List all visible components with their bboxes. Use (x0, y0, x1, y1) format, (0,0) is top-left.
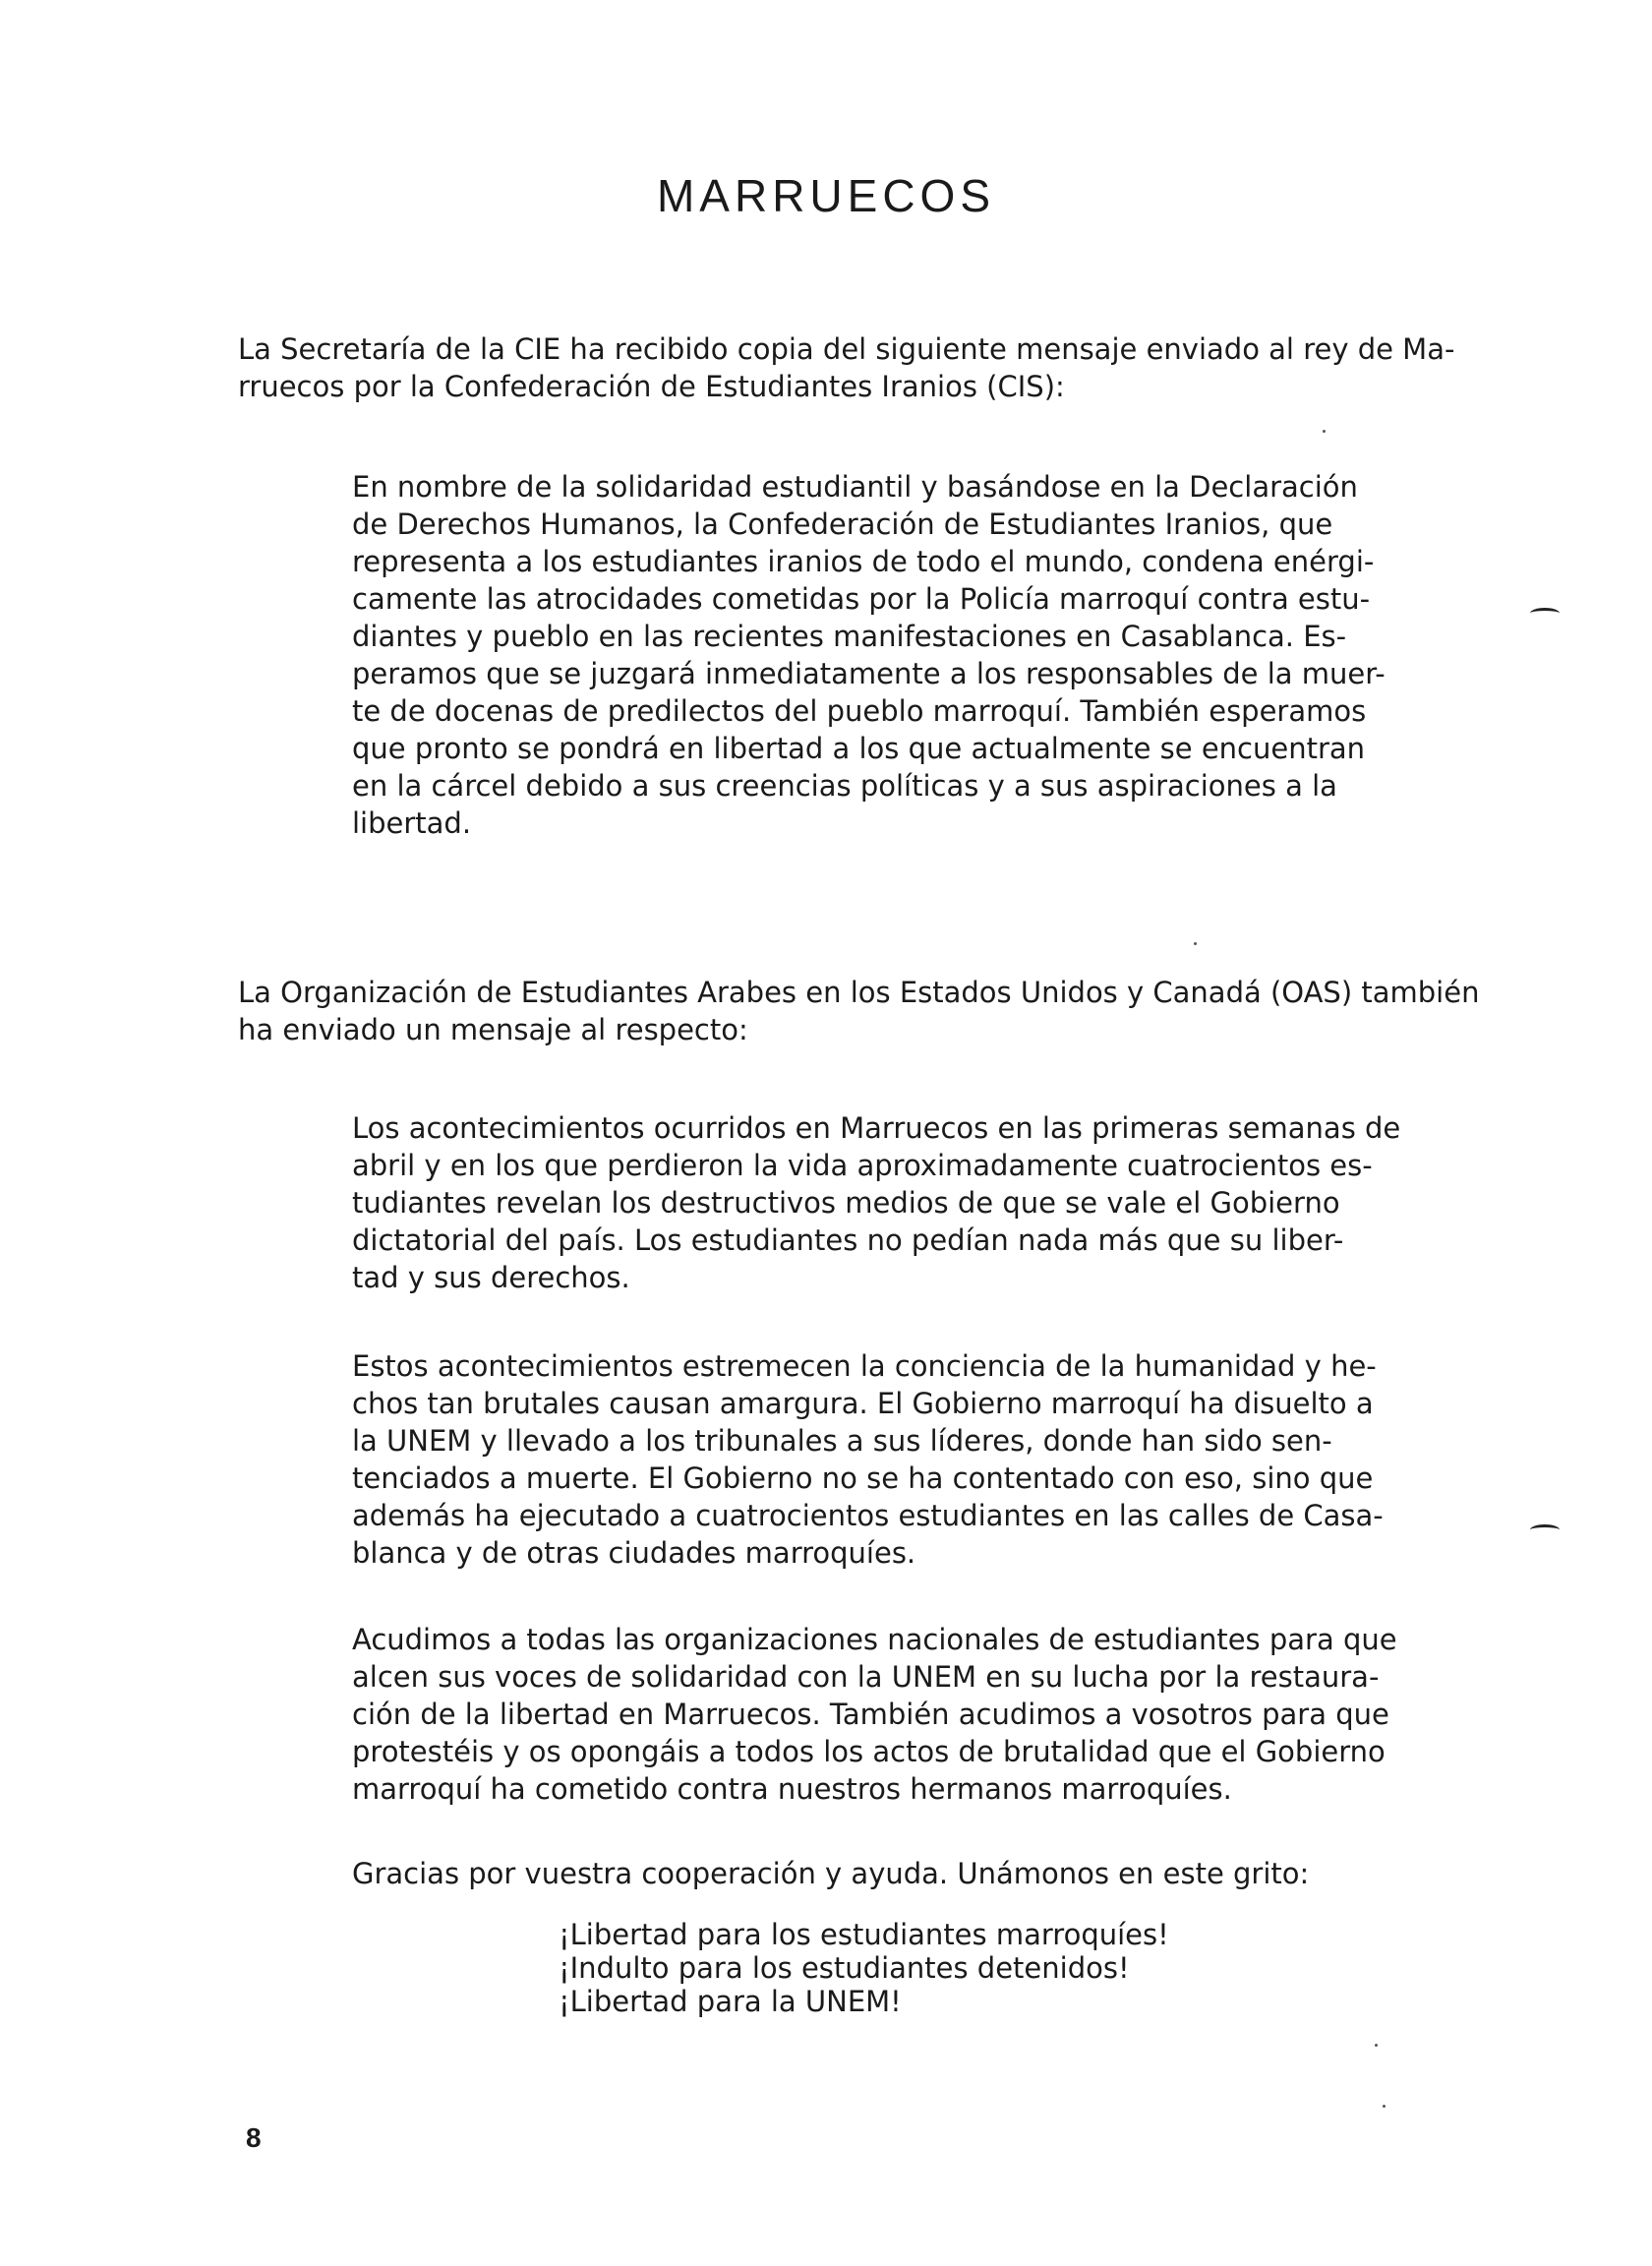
slogan-line: ¡Indulto para los estudiantes detenidos! (559, 1951, 1130, 1985)
page-title: MARRUECOS (656, 170, 996, 221)
intro-paragraph-oas: La Organización de Estudiantes Arabes en los Estados Unidos y Canadá (OAS) también ha enviado un mensaje al respecto: (238, 976, 1480, 1046)
slogan-list (559, 1918, 1169, 2018)
quoted-message-oas-paragraph-2: Estos acontecimientos estremecen la conciencia de la humanidad y he- chos tan brutales causan amargura. El Gobierno marroquí ha disuelto a la UNEM y llevado a los tribunales a sus líderes, donde han sido sen- tenciados a muerte. El Gobierno no se ha contentado con eso, sino que además ha ejecutado a cuatrocientos estudiantes en las calles de Casa- blanca y de otras ciudades marroquíes. (352, 1349, 1384, 1570)
slogan-line: ¡Libertad para los estudiantes marroquíes! (559, 1918, 1169, 1951)
quoted-message-oas-paragraph-4: Gracias por vuestra cooperación y ayuda. Unámonos en este grito: (352, 1857, 1310, 1890)
scan-speck (1194, 942, 1197, 945)
margin-scan-mark (1530, 608, 1560, 619)
scan-speck (1375, 2044, 1378, 2047)
quoted-message-oas-paragraph-3: Acudimos a todas las organizaciones nacionales de estudiantes para que alcen sus voces de solidaridad con la UNEM en su lucha por la restaura- ción de la libertad en Marruecos. También acudimos a vosotros para que protestéis y os opongáis a todos los actos de brutalidad que el Gobierno marroquí ha cometido contra nuestros hermanos marroquíes. (352, 1623, 1397, 1806)
margin-scan-mark (1530, 1524, 1560, 1535)
slogan-line: ¡Libertad para la UNEM! (559, 1985, 902, 2018)
page-number: 8 (246, 2122, 262, 2153)
scan-speck (1383, 2105, 1386, 2108)
quoted-message-cis: En nombre de la solidaridad estudiantil y basándose en la Declaración de Derechos Humanos, la Confederación de Estudiantes Iranios, que representa a los estudiantes iranios de todo el mundo, condena enérgi- camente las atrocidades cometidas por la Policía marroquí contra estu- diantes y pueblo en las recientes manifestaciones en Casablanca. Es- peramos que se juzgará inmediatamente a los responsables de la muer- te de docenas de predilectos del pueblo marroquí. También esperamos que pronto se pondrá en libertad a los que actualmente se encuentran en la cárcel debido a sus creencias políticas y a sus aspiraciones a la libertad. (352, 470, 1386, 840)
scan-speck (1323, 430, 1326, 433)
quoted-message-oas-paragraph-1: Los acontecimientos ocurridos en Marruecos en las primeras semanas de abril y en los que perdieron la vida aproximadamente cuatrocientos es- tudiantes revelan los destructivos medios de que se vale el Gobierno dictatorial del país. Los estudiantes no pedían nada más que su liber- tad y sus derechos. (352, 1111, 1401, 1294)
intro-paragraph-cis: La Secretaría de la CIE ha recibido copia del siguiente mensaje enviado al rey de Ma- rruecos por la Confederación de Estudiantes Iranios (CIS): (238, 332, 1455, 403)
